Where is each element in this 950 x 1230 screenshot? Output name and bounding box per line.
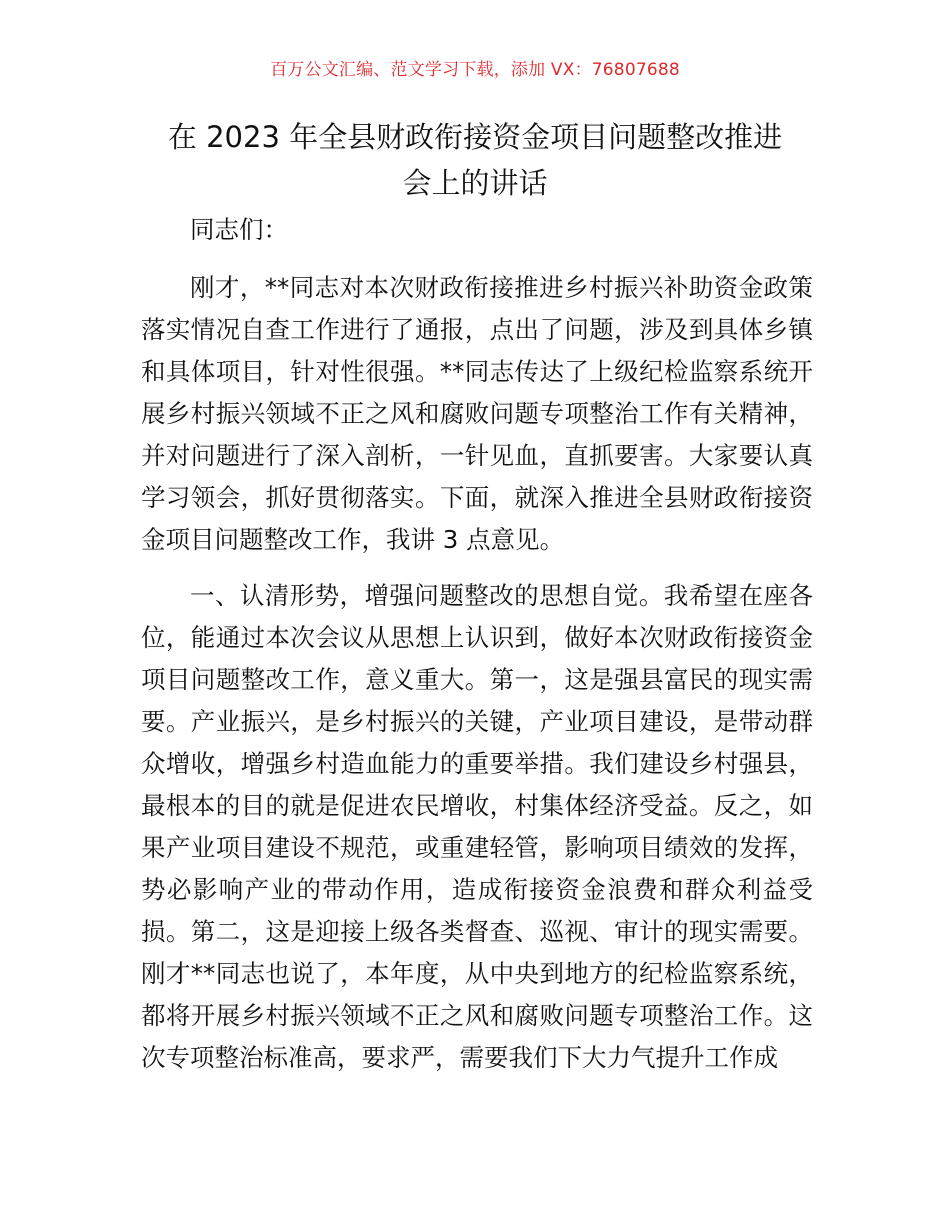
page-title [120, 114, 830, 206]
paragraph-intro: 刚才，**同志对本次财政衔接推进乡村振兴补助资金政策落实情况自查工作进行了通报，点出了问题，涉及到具体乡镇和具体项目，针对性很强。**同志传达了上级纪检监察系统开展乡村振兴领域不正之风和腐败问题专项整治工作有关精神，并对问题进行了深入剖析，一针见血，直抓要害。大家要认真学习领会，抓好贯彻落实。下面，就深入推进全县财政衔接资金项目问题整改工作，我讲 3 点意见。 [141, 273, 813, 554]
title-line-1: 在 2023 年全县财政衔接资金项目问题整改推进 [167, 120, 783, 154]
speech-body [141, 209, 813, 1089]
salutation: 同志们： [190, 215, 288, 244]
paragraph-point-one: 一、认清形势，增强问题整改的思想自觉。我希望在座各位，能通过本次会议从思想上认识到，做好本次财政衔接资金项目问题整改工作，意义重大。第一，这是强县富民的现实需要。产业振兴，是乡村振兴的关键，产业项目建设，是带动群众增收，增强乡村造血能力的重要举措。我们建设乡村强县，最根本的目的就是促进农民增收，村集体经济受益。反之，如果产业项目建设不规范，或重建轻管，影响项目绩效的发挥，势必影响产业的带动作用，造成衔接资金浪费和群众利益受损。第二，这是迎接上级各类督查、巡视、审计的现实需要。刚才**同志也说了，本年度，从中央到地方的纪检监察系统，都将开展乡村振兴领域不正之风和腐败问题专项整治工作。这次专项整治标准高，要求严，需要我们下大力气提升工作成 [141, 581, 813, 1072]
title-line-2: 会上的讲话 [402, 166, 548, 200]
watermark-banner: 百万公文汇编、范文学习下载，添加 VX：76807688 [270, 60, 680, 80]
